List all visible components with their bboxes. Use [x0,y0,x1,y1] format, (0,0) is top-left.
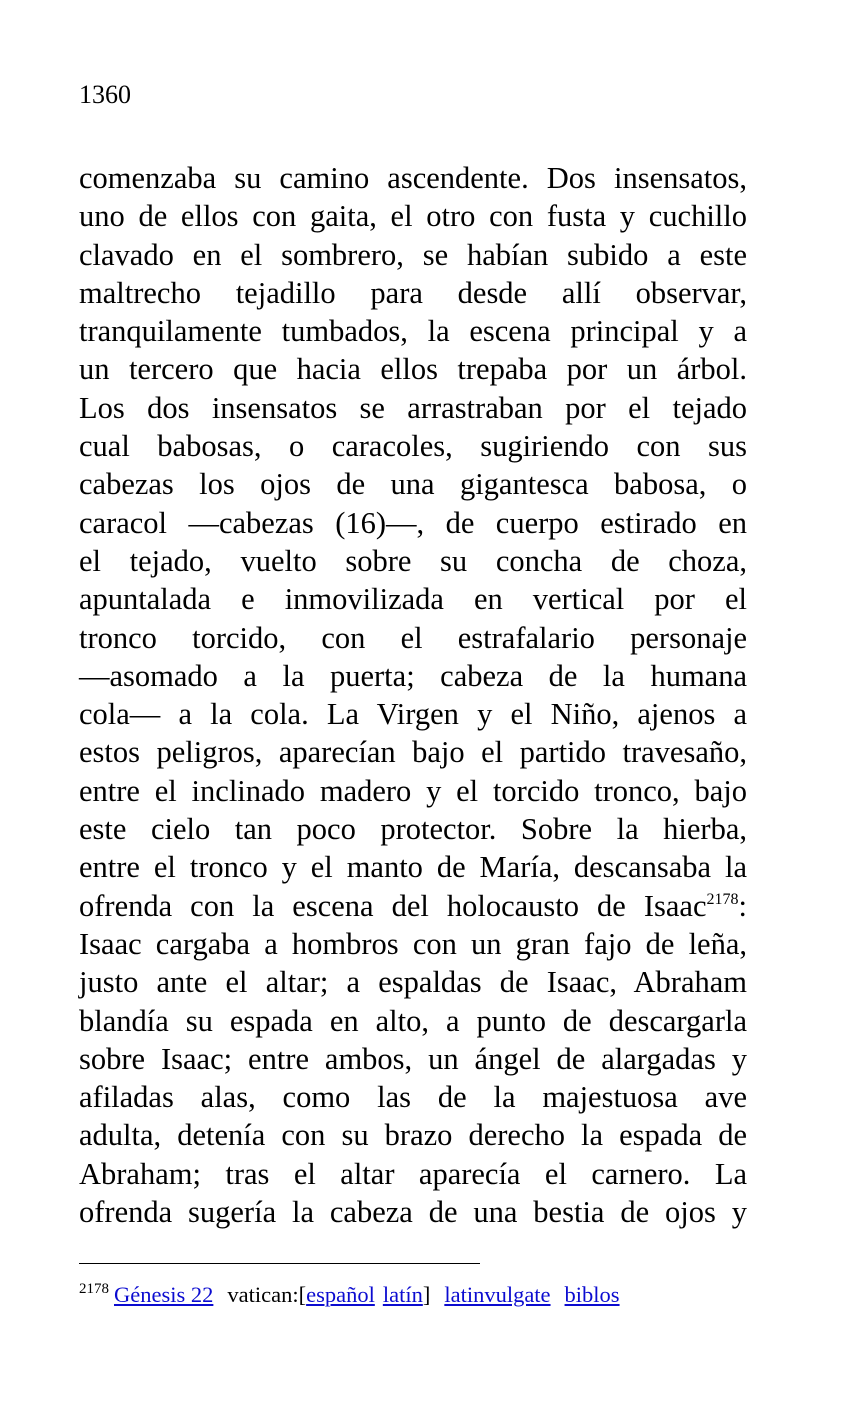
text-line: tranquilamente tumbados, la escena principal y a [79,314,747,349]
text-line: clavado en el sombrero, se habían subido a este [79,237,747,272]
vatican-label: vatican:[ [227,1282,307,1307]
text-line: entre el tronco y el manto de María, descansaba la [79,850,747,885]
footnote-number: 2178 [79,1281,109,1297]
text-line: un tercero que hacia ellos trepaba por un árbol. [79,352,747,387]
text-line: estos peligros, aparecían bajo el partido travesaño, [79,735,747,770]
espanol-link[interactable]: español [306,1282,375,1307]
text-line: entre el inclinado madero y el torcido tronco, bajo [79,773,747,808]
text-line: cual babosas, o caracoles, sugiriendo con sus [79,429,747,464]
text-line: sobre Isaac; entre ambos, un ángel de alargadas y [79,1041,747,1076]
text-line: justo ante el altar; a espaldas de Isaac, Abraham [79,965,747,1000]
text-line: Abraham; tras el altar aparecía el carnero. La [79,1156,747,1191]
text-line: maltrecho tejadillo para desde allí observar, [79,275,747,310]
text-line: cola— a la cola. La Virgen y el Niño, ajenos a [79,697,747,732]
footnote-reference[interactable]: 2178 [706,890,739,908]
text-line: caracol —cabezas (16)—, de cuerpo estirado en [79,505,747,540]
text-line: afiladas alas, como las de la majestuosa ave [79,1080,747,1115]
text-line-with-footnote [79,887,747,925]
text-line: cabezas los ojos de una gigantesca babosa, o [79,467,747,502]
genesis-link[interactable]: Génesis 22 [114,1282,214,1307]
vatican-bracket-close: ] [422,1282,431,1307]
text-line: apuntalada e inmovilizada en vertical por el [79,582,747,617]
text-line: —asomado a la puerta; cabeza de la humana [79,658,747,693]
text-line: Los dos insensatos se arrastraban por el tejado [79,390,747,425]
text-line: adulta, detenía con su brazo derecho la espada de [79,1118,747,1153]
text-line: Isaac cargaba a hombros con un gran fajo de leña, [79,926,747,961]
latinvulgate-link[interactable]: latinvulgate [444,1282,551,1307]
text-line: el tejado, vuelto sobre su concha de choza, [79,543,747,578]
text-line: ofrenda sugería la cabeza de una bestia de ojos y [79,1195,747,1230]
text-line: este cielo tan poco protector. Sobre la hierba, [79,812,747,847]
footnote-divider [79,1263,480,1264]
text-line: comenzaba su camino ascendente. Dos insensatos, [79,161,747,195]
text-line: tronco torcido, con el estrafalario personaje [79,620,747,655]
text-line: blandía su espada en alto, a punto de descargarla [79,1003,747,1038]
body-text [79,159,747,1231]
text-line-content: ofrenda con la escena del holocausto de Isaac [79,888,707,923]
page-number: 1360 [79,80,131,109]
text-line: uno de ellos con gaita, el otro con fusta y cuchillo [79,199,747,234]
footnote-reference-suffix: : [738,888,747,923]
footnote [79,1280,620,1310]
biblos-link[interactable]: biblos [564,1282,620,1307]
latin-link[interactable]: latín [382,1282,423,1307]
